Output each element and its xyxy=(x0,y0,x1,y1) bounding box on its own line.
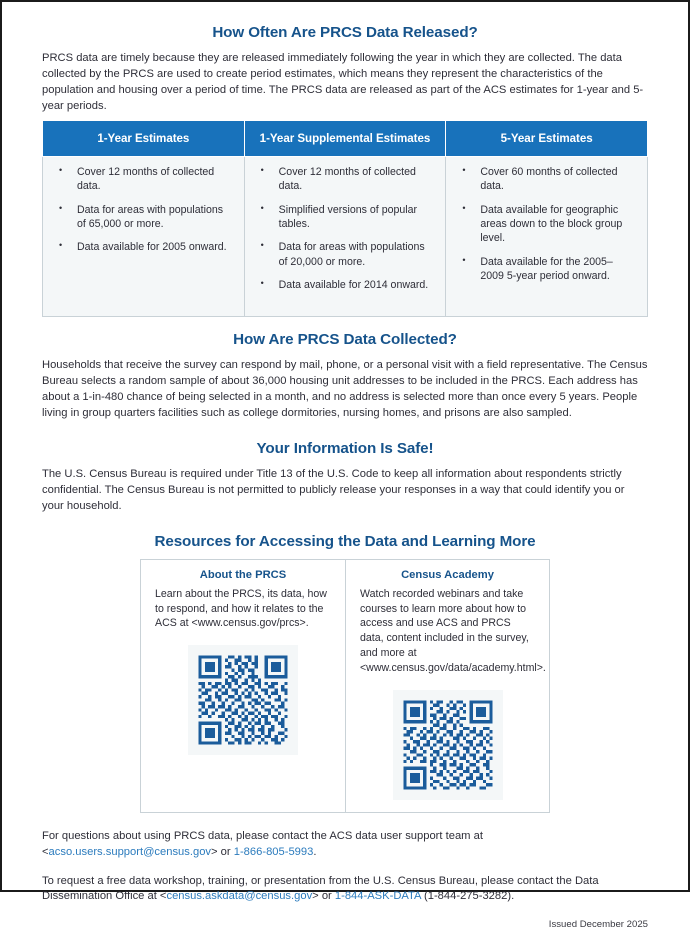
qr-wrap-about-prcs xyxy=(155,645,331,755)
footer-contact-lead: For questions about using PRCS data, please contact the ACS data user support team at < xyxy=(42,829,483,858)
list-item: • Data for areas with populations of 65,000 or more. xyxy=(75,203,232,232)
page-title-safe: Your Information Is Safe! xyxy=(256,439,434,457)
askdata-phone-link[interactable]: 1-844-ASK-DATA xyxy=(334,890,421,903)
list-item: • Cover 60 months of collected data. xyxy=(478,165,635,194)
resource-card-about-prcs xyxy=(141,560,345,812)
column-header-5-year: 5-Year Estimates xyxy=(446,120,648,156)
column-header-1-year: 1-Year Estimates xyxy=(43,120,245,156)
page-title-collected: How Are PRCS Data Collected? xyxy=(233,330,457,348)
qr-code-svg xyxy=(195,652,291,748)
qr-code-about-prcs-icon[interactable] xyxy=(188,645,298,755)
askdata-email-link[interactable]: census.askdata@census.gov xyxy=(166,890,313,903)
estimates-table xyxy=(42,120,648,317)
footer-workshop-tail: (1-844-275-3282). xyxy=(420,890,515,903)
paragraph-safe: The U.S. Census Bureau is required under Title 13 of the U.S. Code to keep all information about respondents strictly confidential. The Census Bureau is not permitted to publicly release your responses in a way that could identify you or your household. xyxy=(42,467,625,512)
list-item: • Data available for 2014 onward. xyxy=(277,278,434,292)
bullet-list-1-year xyxy=(49,165,238,255)
paragraph-collected: Households that receive the survey can respond by mail, phone, or a personal visit with a field representative. The Census Bureau selects a random sample of about 36,000 housing unit addresses to be included in the PRCS. Each address has about a 1-in-480 chance of being selected in a month, and no address is selected more than once every 5 years. People living in group quarters facilities such as college dormitories, nursing homes, and prisons are also sampled. xyxy=(42,358,648,419)
resource-card-title: About the PRCS xyxy=(199,568,287,581)
footer-contact-paragraph xyxy=(42,829,648,861)
issued-date: Issued December 2025 xyxy=(548,919,648,930)
list-item: • Data for areas with populations of 20,000 or more. xyxy=(277,240,434,269)
cell-5-year xyxy=(446,156,648,316)
bullet-list-5-year xyxy=(452,165,641,284)
cell-1-year xyxy=(43,156,245,316)
resource-card-title: Census Academy xyxy=(401,568,494,581)
paragraph-released: PRCS data are timely because they are released immediately following the year in which they are collected. The data collected by the PRCS are used to create period estimates, which means they represent the characteristics of the population and housing over a period of time. The PRCS data are released as part of the ACS estimates for 1-year and 5-year periods. xyxy=(42,52,644,112)
list-item: • Data available for geographic areas down to the block group level. xyxy=(478,203,635,246)
list-item: • Simplified versions of popular tables. xyxy=(277,203,434,232)
footer-workshop-mid: > or xyxy=(312,890,335,903)
support-email-link[interactable]: acso.users.support@census.gov xyxy=(48,845,212,858)
footer-contact-tail: . xyxy=(313,845,317,858)
list-item: • Data available for 2005 onward. xyxy=(75,240,232,254)
page-title-released: How Often Are PRCS Data Released? xyxy=(212,24,478,41)
column-header-1-year-supplemental: 1-Year Supplemental Estimates xyxy=(244,120,446,156)
qr-code-census-academy-icon[interactable] xyxy=(393,690,503,800)
footer-workshop-lead: To request a free data workshop, training, or presentation from the U.S. Census Bureau, please contact the Data Dissemination Office at < xyxy=(42,874,599,903)
list-item: • Cover 12 months of collected data. xyxy=(277,165,434,194)
resource-card-census-academy xyxy=(345,560,549,812)
footer-contact-mid: > or xyxy=(211,845,234,858)
page-title-resources: Resources for Accessing the Data and Learning More xyxy=(154,532,536,550)
footer xyxy=(42,829,648,930)
qr-code-svg xyxy=(400,697,496,793)
support-phone-link[interactable]: 1-866-805-5993 xyxy=(233,845,314,858)
table-row xyxy=(43,156,648,316)
resource-card-text: Learn about the PRCS, its data, how to respond, and how it relates to the ACS at <www.census.gov/prcs>. xyxy=(155,587,327,630)
bullet-list-1-year-supplemental xyxy=(251,165,440,293)
qr-wrap-census-academy xyxy=(360,690,535,800)
list-item: • Data available for the 2005–2009 5-year period onward. xyxy=(478,255,635,284)
list-item: • Cover 12 months of collected data. xyxy=(75,165,232,194)
cell-1-year-supplemental xyxy=(244,156,446,316)
table-header-row xyxy=(43,120,648,156)
footer-workshop-paragraph xyxy=(42,874,648,906)
resources-box xyxy=(140,559,550,813)
resource-card-text: Watch recorded webinars and take courses to learn more about how to access and use ACS and PRCS data, content included in the survey, and more at <www.census.gov/data/academy.html>. xyxy=(360,587,546,674)
